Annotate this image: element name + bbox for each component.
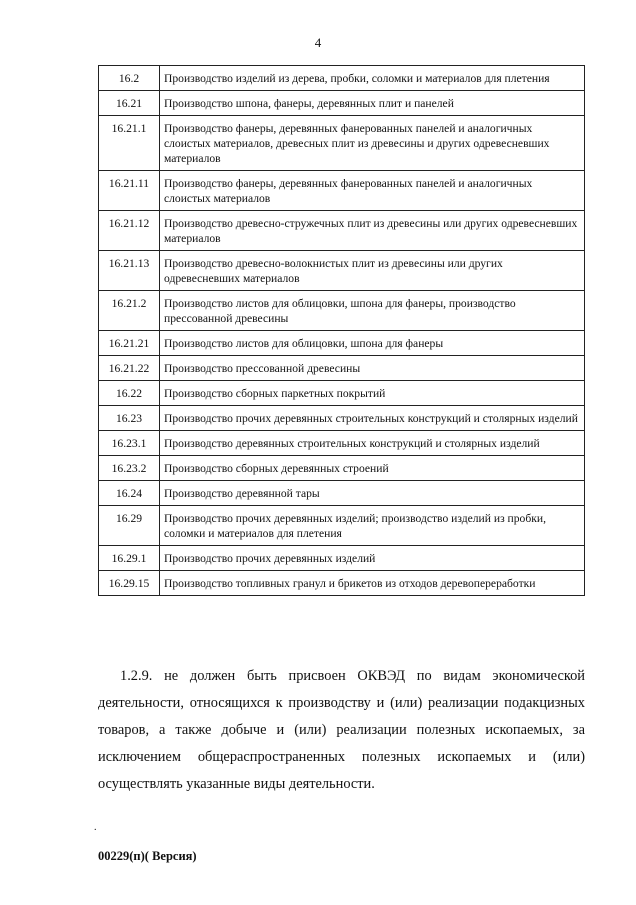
okved-activity: Производство изделий из дерева, пробки, соломки и материалов для плетения bbox=[160, 66, 585, 91]
table-row bbox=[99, 456, 585, 481]
table-row bbox=[99, 431, 585, 456]
table-row bbox=[99, 331, 585, 356]
table-row bbox=[99, 506, 585, 546]
table-row bbox=[99, 211, 585, 251]
table-row bbox=[99, 571, 585, 596]
okved-table bbox=[98, 65, 585, 596]
okved-code: 16.21.12 bbox=[99, 211, 160, 251]
okved-activity: Производство топливных гранул и брикетов из отходов деревопереработки bbox=[160, 571, 585, 596]
table-row bbox=[99, 406, 585, 431]
okved-code: 16.24 bbox=[99, 481, 160, 506]
okved-activity: Производство фанеры, деревянных фанерованных панелей и аналогичных слоистых материалов bbox=[160, 171, 585, 211]
table-row bbox=[99, 66, 585, 91]
okved-code: 16.21.13 bbox=[99, 251, 160, 291]
okved-code: 16.23.2 bbox=[99, 456, 160, 481]
okved-code: 16.29 bbox=[99, 506, 160, 546]
okved-activity: Производство прочих деревянных строительных конструкций и столярных изделий bbox=[160, 406, 585, 431]
table-row bbox=[99, 91, 585, 116]
okved-code: 16.2 bbox=[99, 66, 160, 91]
footer-dot: . bbox=[94, 822, 97, 833]
okved-activity: Производство шпона, фанеры, деревянных плит и панелей bbox=[160, 91, 585, 116]
table-row bbox=[99, 251, 585, 291]
okved-code: 16.21.1 bbox=[99, 116, 160, 171]
okved-code: 16.21 bbox=[99, 91, 160, 116]
table-row bbox=[99, 381, 585, 406]
okved-activity: Производство деревянной тары bbox=[160, 481, 585, 506]
okved-code: 16.21.22 bbox=[99, 356, 160, 381]
table-row bbox=[99, 291, 585, 331]
okved-code: 16.21.21 bbox=[99, 331, 160, 356]
okved-activity: Производство листов для облицовки, шпона для фанеры bbox=[160, 331, 585, 356]
page-number: 4 bbox=[314, 35, 322, 50]
okved-activity: Производство прессованной древесины bbox=[160, 356, 585, 381]
clause-1-2-9-paragraph: 1.2.9. не должен быть присвоен ОКВЭД по видам экономической деятельности, относящихся к производству и (или) реализации подакцизных товаров, а также добыче и (или) реализации полезных ископаемых, за исключением общераспространенных полезных ископаемых и (или) осуществлять указанные виды деятельности. bbox=[98, 668, 585, 792]
okved-code: 16.23 bbox=[99, 406, 160, 431]
okved-activity: Производство листов для облицовки, шпона для фанеры, производство прессованной древесины bbox=[160, 291, 585, 331]
table-row bbox=[99, 171, 585, 211]
okved-activity: Производство сборных деревянных строений bbox=[160, 456, 585, 481]
document-version-footer: 00229(п)( Версия) bbox=[98, 849, 197, 863]
okved-activity: Производство прочих деревянных изделий; производство изделий из пробки, соломки и материалов для плетения bbox=[160, 506, 585, 546]
table-row bbox=[99, 356, 585, 381]
okved-code: 16.29.15 bbox=[99, 571, 160, 596]
okved-code: 16.23.1 bbox=[99, 431, 160, 456]
okved-code: 16.21.2 bbox=[99, 291, 160, 331]
okved-activity: Производство сборных паркетных покрытий bbox=[160, 381, 585, 406]
okved-activity: Производство фанеры, деревянных фанерованных панелей и аналогичных слоистых материалов, древесных плит из древесины и других одревесневших материалов bbox=[160, 116, 585, 171]
okved-activity: Производство древесно-стружечных плит из древесины или других одревесневших материалов bbox=[160, 211, 585, 251]
okved-code: 16.22 bbox=[99, 381, 160, 406]
okved-activity: Производство древесно-волокнистых плит из древесины или других одревесневших материалов bbox=[160, 251, 585, 291]
okved-code: 16.29.1 bbox=[99, 546, 160, 571]
okved-table-body bbox=[99, 66, 585, 596]
okved-activity: Производство деревянных строительных конструкций и столярных изделий bbox=[160, 431, 585, 456]
okved-code: 16.21.11 bbox=[99, 171, 160, 211]
table-row bbox=[99, 546, 585, 571]
table-row bbox=[99, 116, 585, 171]
okved-activity: Производство прочих деревянных изделий bbox=[160, 546, 585, 571]
table-row bbox=[99, 481, 585, 506]
